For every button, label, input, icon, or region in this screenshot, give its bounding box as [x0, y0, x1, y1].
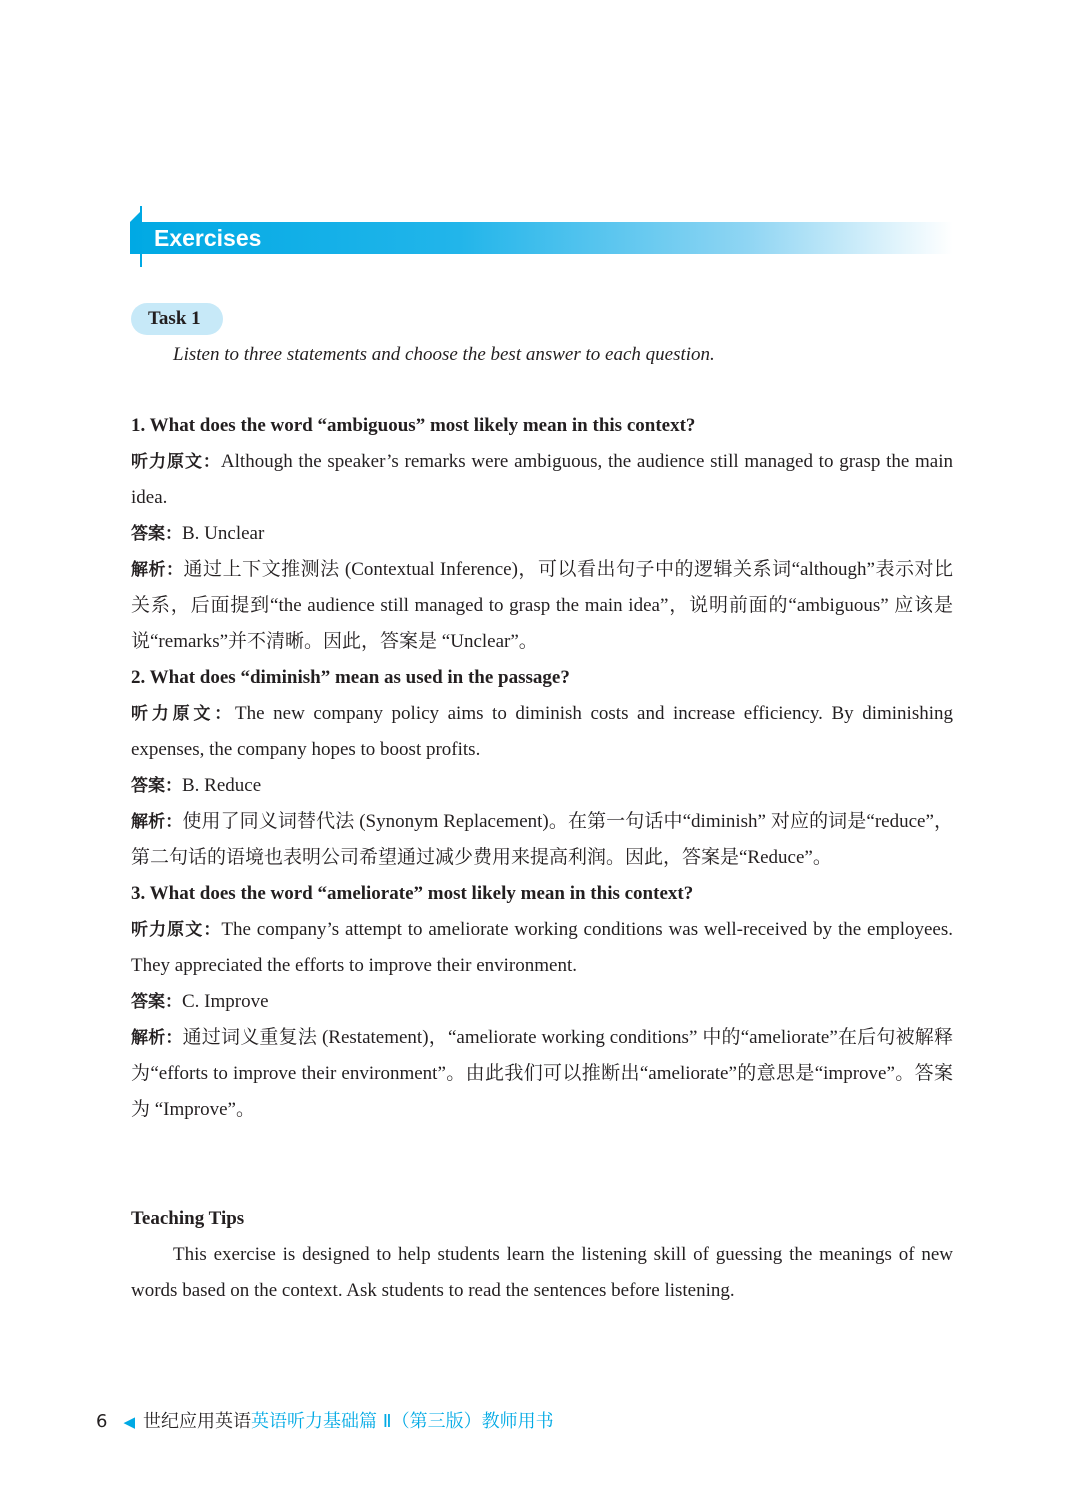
answer-label: 答案： — [131, 992, 182, 1012]
question-3: 3. What does the word “ameliorate” most likely mean in this context? — [131, 883, 694, 904]
book-series: 世纪应用英语 — [143, 1411, 251, 1432]
answer-label: 答案： — [131, 524, 182, 544]
questions-list — [131, 408, 953, 1128]
teaching-tips-title: Teaching Tips — [131, 1208, 245, 1229]
analysis-text: 通过上下文推测法 (Contextual Inference)，可以看出句子中的逻辑关系词“although”表示对比关系，后面提到“the audience still managed to grasp the main idea”，说明前面的“ambiguous” 应该是说“remarks”并不清晰。因此，答案是 “Unclear”。 — [131, 559, 954, 652]
banner-corner-icon — [130, 212, 140, 222]
task-label: Task 1 — [148, 308, 201, 329]
answer-1 — [131, 516, 953, 552]
analysis-text: 使用了同义词替代法 (Synonym Replacement)。在第一句话中“diminish” 对应的词是“reduce”，第二句话的语境也表明公司希望通过减少费用来提高利润。因此，答案是“Reduce”。 — [131, 811, 954, 868]
answer-label: 答案： — [131, 776, 182, 796]
analysis-label: 解析： — [131, 812, 183, 832]
left-triangle-icon: ◀ — [123, 1413, 135, 1431]
analysis-1 — [131, 552, 953, 660]
answer-text: B. Reduce — [182, 775, 262, 796]
transcript-2 — [131, 696, 953, 768]
answer-text: B. Unclear — [182, 523, 265, 544]
transcript-1 — [131, 444, 953, 516]
transcript-text: The new company policy aims to diminish costs and increase efficiency. By diminishing expenses, the company hopes to boost profits. — [131, 703, 953, 760]
transcript-3 — [131, 912, 953, 984]
analysis-3 — [131, 1020, 953, 1128]
page-footer — [96, 1408, 554, 1436]
transcript-text: Although the speaker’s remarks were ambiguous, the audience still managed to grasp the main idea. — [131, 451, 954, 508]
answer-3 — [131, 984, 953, 1020]
transcript-label: 听力原文： — [131, 452, 221, 472]
question-2: 2. What does “diminish” mean as used in the passage? — [131, 667, 570, 688]
analysis-label: 解析： — [131, 560, 184, 580]
task-instruction: Listen to three statements and choose the best answer to each question. — [173, 344, 715, 365]
question-1: 1. What does the word “ambiguous” most likely mean in this context? — [131, 415, 696, 436]
section-title: Exercises — [154, 225, 262, 251]
teaching-tips-body: This exercise is designed to help students learn the listening skill of guessing the meanings of new words based on the context. Ask students to read the sentences before listening. — [131, 1244, 953, 1301]
transcript-label: 听力原文： — [131, 704, 236, 724]
analysis-text: 通过词义重复法 (Restatement)，“ameliorate working conditions” 中的“ameliorate”在后句被解释为“efforts to improve their environment”。由此我们可以推断出“ameliorate”的意思是“improve”。答案为 “Improve”。 — [131, 1027, 953, 1120]
answer-2 — [131, 768, 953, 804]
answer-text: C. Improve — [182, 991, 269, 1012]
analysis-2 — [131, 804, 953, 876]
analysis-label: 解析： — [131, 1028, 183, 1048]
book-title: 英语听力基础篇 Ⅱ（第三版）教师用书 — [251, 1411, 554, 1432]
banner-accent-line — [140, 206, 142, 267]
transcript-label: 听力原文： — [131, 920, 222, 940]
transcript-text: The company’s attempt to ameliorate working conditions was well-received by the employees. They appreciated the efforts to improve their environment. — [131, 919, 954, 976]
page-number: 6 — [96, 1411, 108, 1432]
